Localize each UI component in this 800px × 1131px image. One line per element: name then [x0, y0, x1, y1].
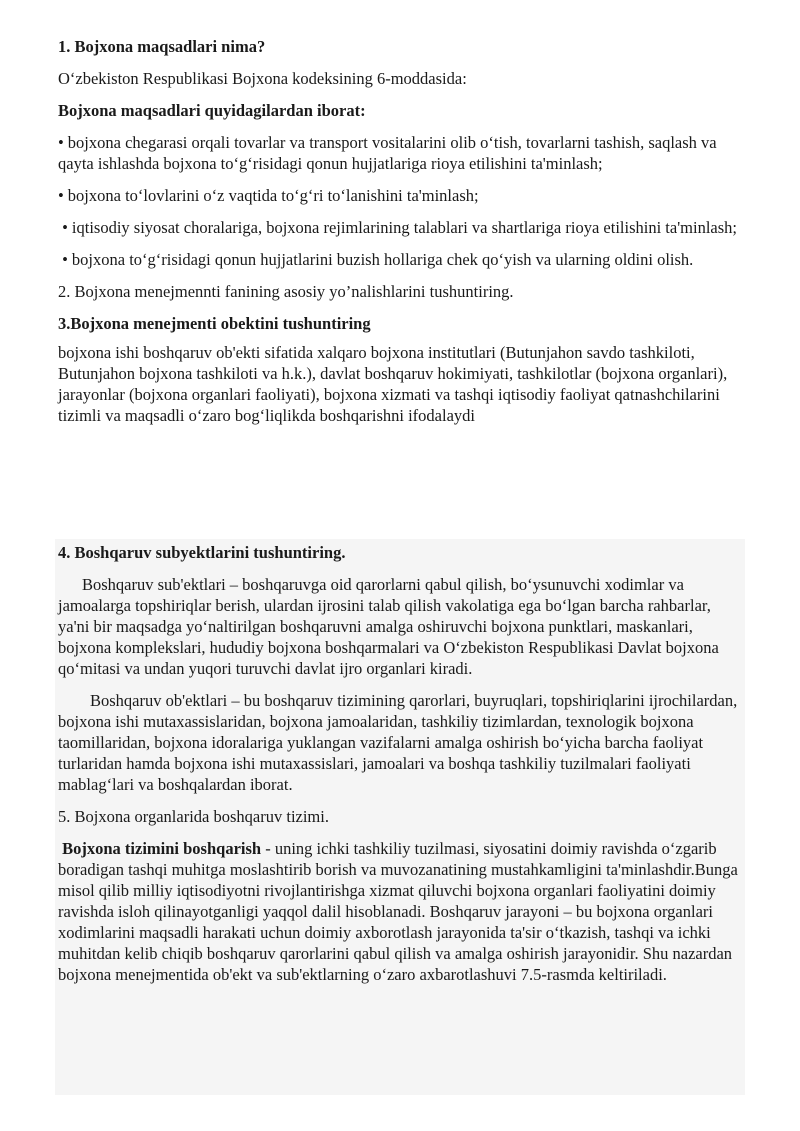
q1-title: 1. Bojxona maqsadlari nima? — [58, 37, 266, 56]
bullet-icon: • — [62, 250, 68, 269]
q1-bullet — [58, 185, 748, 206]
q1-subheading: Bojxona maqsadlari quyidagilardan iborat: — [58, 101, 366, 120]
q1-bullet — [58, 249, 748, 270]
document-top-section — [58, 36, 748, 437]
q3-heading — [58, 313, 748, 334]
q1-bullet-text: iqtisodiy siyosat choralariga, bojxona rejimlarining talablari va shartlariga rioya etilishini ta'minlash; — [71, 218, 737, 237]
q5-body — [58, 838, 745, 985]
q4-paragraph: Boshqaruv ob'ektlari – bu boshqaruv tizimining qarorlari, buyruqlari, topshiriqlarini ijrochilardan, bojxona ishi mutaxassislaridan, bojxona jamoalaridan, tashkiliy tizimlardan, texnologik bojxona taomillaridan, bojxona idoralariga yuklangan vazifalarni amalga oshirish bo‘yicha barcha faoliyat turlaridan hamda bojxona ishi mutaxassislari, jamoalari va boshqa tashkiliy tuzilmalari faoliyati mablag‘lari va boshqalardan iborat. — [58, 691, 738, 794]
q3-body: bojxona ishi boshqaruv ob'ekti sifatida xalqaro bojxona institutlari (Butunjahon savdo tashkiloti, Butunjahon bojxona tashkiloti va h.k.), davlat boshqaruv hokimiyati, tashkilotlar (bojxona organlari), jarayonlar (bojxona organlari faoliyati), bojxona xizmati va tashqi iqtisodiy faoliyat qatnashchilarini tizimli va maqsadli o‘zaro bog‘liqlikda boshqarishni ifodalaydi — [58, 343, 728, 425]
q5-lead: Bojxona tizimini boshqarish — [62, 839, 262, 858]
q1-intro: O‘zbekiston Respublikasi Bojxona kodeksining 6-moddasida: — [58, 69, 467, 88]
q3-number: 3. — [58, 314, 71, 333]
q5-title: 5. Bojxona organlarida boshqaruv tizimi. — [58, 807, 329, 826]
q3-title: Bojxona menejmenti obektini tushuntiring — [70, 314, 371, 333]
q5-text: - uning ichki tashkiliy tuzilmasi, siyosatini doimiy ravishda o‘zgarib boradigan tashqi muhitga moslashtirib borish va muvozanatining mustahkamligini ta'minlashdir.Bunga misol qilib milliy iqtisodiyotni rivojlantirishga xizmat qiluvchi bojxona organlari faoliyatini doimiy ravishda isloh qilinayotganligi yaqqol dalil hisoblanadi. Boshqaruv jarayoni – bu bojxona organlari xodimlarini maqsadli harakati uchun doimiy axborotlash jarayonida ta'sir o‘tkazish, tashqi va ichki muhitdan kelib chiqib boshqaruv qarorlarini qabul qilish va amalga oshirish jarayonidir. Shu nazardan bojxona menejmentida ob'ekt va sub'ektlarning o‘zaro axbarotlashuvi 7.5-rasmda keltiriladi. — [58, 839, 738, 984]
bullet-icon: • — [58, 133, 64, 152]
q4-title: 4. Boshqaruv subyektlarini tushuntiring. — [58, 543, 346, 562]
bullet-icon: • — [62, 218, 68, 237]
q4-paragraph: Boshqaruv sub'ektlari – boshqaruvga oid qarorlarni qabul qilish, bo‘ysunuvchi xodimlar va jamoalarga topshiriqlar berish, ulardan ijrosini talab qilish vakolatiga ega bo‘lgan barcha rahbarlar, ya'ni bir maqsadga yo‘naltirilgan boshqaruvni amalga oshiruvchi bojxona punktlari, maskanlari, bojxona komplekslari, hududiy bojxona boshqarmalari va O‘zbekiston Respublikasi Davlat bojxona qo‘mitasi va undan yuqori turuvchi davlat ijro organlari kiradi. — [58, 575, 719, 678]
q1-bullet-text: bojxona chegarasi orqali tovarlar va transport vositalarini olib o‘tish, tovarlarni tashish, saqlash va qayta ishlashda bojxona to‘g‘risidagi qonun hujjatlariga rioya etilishini ta'minlash; — [58, 133, 717, 173]
q1-bullet — [58, 132, 748, 174]
bullet-icon: • — [58, 186, 64, 205]
q1-bullet-text: bojxona to‘lovlarini o‘z vaqtida to‘g‘ri to‘lanishini ta'minlash; — [67, 186, 479, 205]
shaded-section — [55, 539, 745, 1095]
q1-bullet-text: bojxona to‘g‘risidagi qonun hujjatlarini buzish hollariga chek qo‘yish va ularning oldini olish. — [71, 250, 694, 269]
q1-bullet — [58, 217, 748, 238]
q2-title: 2. Bojxona menejmennti fanining asosiy yo’nalishlarini tushuntiring. — [58, 282, 514, 301]
